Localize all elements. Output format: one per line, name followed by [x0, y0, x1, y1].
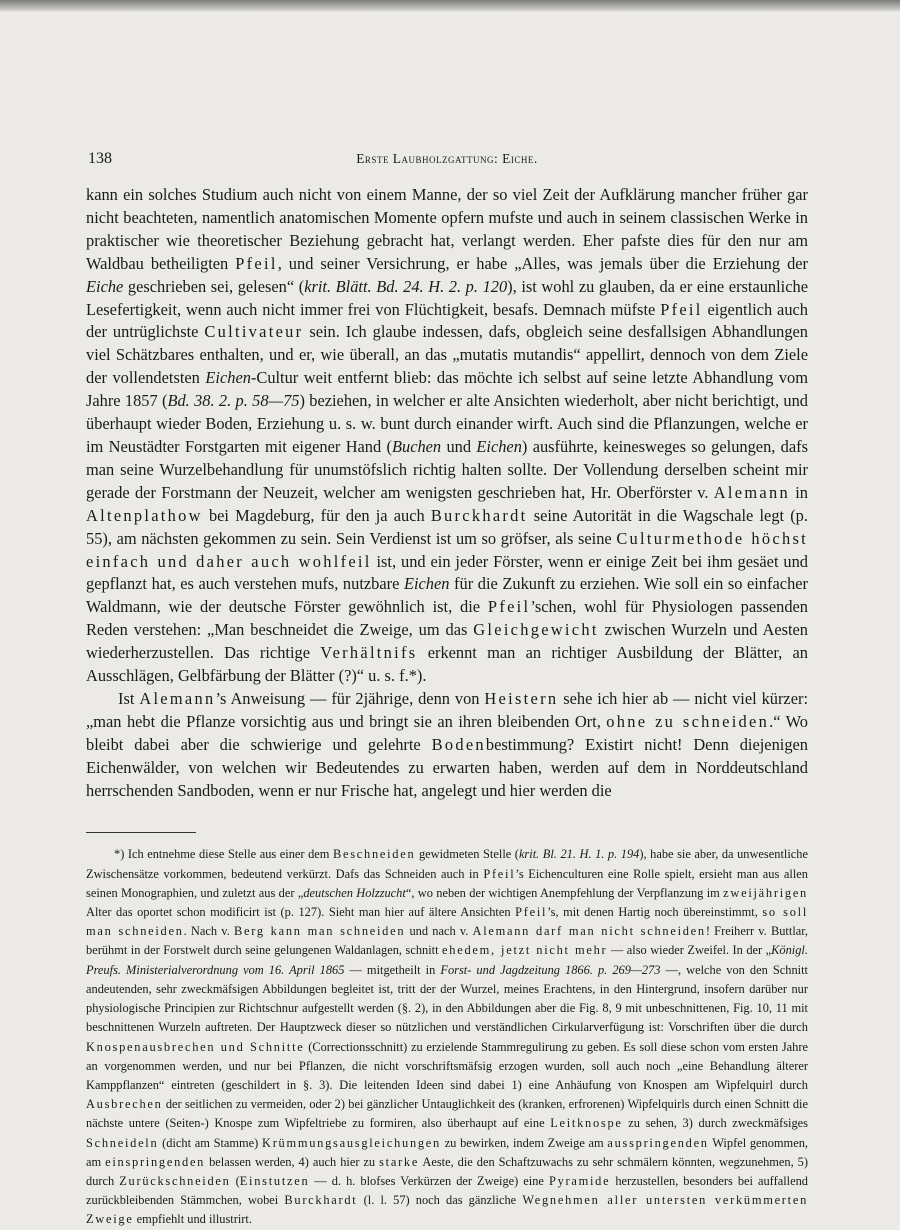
spaced-term: Knospenausbrechen und Schnitte: [86, 1039, 305, 1054]
citation: Bd. 38. 2. p. 58—75: [167, 391, 300, 411]
spaced-term: Ausbrechen: [86, 1097, 163, 1112]
spaced-term: Gleichgewicht: [473, 620, 599, 640]
spaced-term: Krümmungsausgleichungen: [262, 1135, 441, 1150]
text-run: in: [789, 482, 808, 502]
italic-term: Eiche: [86, 276, 124, 296]
spaced-name: Pfeil: [515, 905, 548, 920]
text-run: ’s, mit denen: [547, 905, 619, 920]
spaced-term: Boden: [431, 734, 486, 754]
text-run: (: [230, 1173, 240, 1188]
spaced-name: Pfeil: [483, 866, 516, 881]
text-run: der seitlichen zu vermeiden, oder 2) bei gänzlicher Untauglichkeit des (kranken, erfrorenen) Wipfelquirls durch einen Schnitt die nächste untere (Seiten-) Knospe zum Wipfeltriebe zu formiren, also überhaupt auf eine: [86, 1097, 808, 1131]
text-run: zwischen Wurzeln und Aesten wiederherzustellen. Das richtige: [86, 620, 808, 663]
spaced-term: Schneideln: [86, 1135, 159, 1150]
spaced-term: Einstutzen: [239, 1173, 310, 1188]
text-run: ), habe sie aber, da unwesentliche Zwischensätze vorkommen, bedeutend verkürzt. Dafs das Schneiden auch in: [86, 847, 808, 881]
spaced-term: einspringenden: [105, 1154, 206, 1169]
spaced-term: Wegnehmen aller untersten verkümmerten Zweige: [86, 1193, 809, 1227]
spaced-term: Leitknospe: [550, 1116, 623, 1131]
text-run: (l. l. 57) noch das gänzliche: [357, 1193, 523, 1208]
page-header: [86, 150, 808, 172]
text-run: ’s Anweisung — für 2jährige, denn von: [215, 688, 485, 708]
text-run: .“ Wo bleibt dabei aber die schwierige und gelehrte: [86, 711, 808, 754]
text-run: -Cultur weit entfernt blieb: das möchte ich selbst auf seine letzte Abhandlung vom Jahre 1857 (: [86, 368, 809, 411]
text-run: sehe ich hier ab — nicht viel kürzer: „man hebt die Pflanze vorsichtig aus und bringt sie an ihren bleibenden Ort,: [86, 688, 808, 731]
text-run: ) beziehen, in welcher er alte Ansichten wiederholt, aber nicht berichtigt, und überhaupt wieder Boden, Erziehung u. s. w. bunt durch einander wirft. Auch sind die Pflanzungen, welche er im Neustädter Forstgarten mit eigener Hand (: [86, 391, 808, 456]
text-run: Ist: [118, 688, 140, 708]
text-run: bei Magdeburg, für den ja auch: [202, 505, 431, 525]
text-run: bestimmung? Existirt nicht! Denn diejenigen Eichenwälder, von welchen wir Bedeutendes zu erwarten haben, werden auf dem in Norddeutschland herrschenden Sandboden, wenn er nur Frische hat, angelegt und hier werden die: [86, 734, 809, 800]
citation: Königl. Preufs. Ministerialverordnung vom 16. April 1865: [86, 943, 808, 977]
spaced-term: Verhältnifs: [320, 643, 418, 663]
italic-term: Eichen: [205, 368, 251, 388]
text-run: ! Freiherr v.: [705, 924, 771, 939]
citation: Forst- und Jagdzeitung 1866. p. 269—273: [440, 962, 661, 977]
text-run: empfiehlt und illustrirt.: [133, 1212, 252, 1227]
citation: krit. Blätt. Bd. 24. H. 2. p. 120: [304, 276, 508, 296]
spaced-term: ehedem, jetzt nicht mehr: [442, 943, 608, 958]
spaced-term: Heistern: [484, 688, 559, 708]
italic-term: Eichen: [476, 436, 522, 456]
spaced-name: Burckhardt: [430, 505, 528, 525]
name-run: Hartig: [618, 905, 650, 920]
name-run: Buttlar: [770, 924, 805, 939]
spaced-term: ohne zu schneiden: [606, 711, 770, 731]
text-run: und: [441, 436, 477, 456]
text-run: zu bewirken, indem Zweige am: [440, 1135, 608, 1150]
spaced-term: Berg kann man schneiden: [233, 924, 406, 939]
text-run: kann ein solches Studium auch nicht von einem Manne, der so viel Zeit der Aufklärung mancher früher gar nicht beachteten, namentlich anatomischen Momente opfern mufste und auch in seinem classischen Werke in praktischer wie theoretischer Beziehung gebracht hat, verlangt werden. Eher pafste dies für den nur am Waldbau betheiligten: [86, 185, 808, 273]
spaced-name: Alemann: [139, 688, 216, 708]
text-run: —, welche von den Schnitt andeutenden, sehr zweckmäfsigen Abbildungen begleitet ist, tritt der der Wurzel, meines Erachtens, in den Hintergrund, insofern darüber nur physiologische Principien zur Richtschnur aufgestellt werden (§. 2), in den Abbildungen aber die Fig. 8, 9 mit unbeschnittenen, Fig. 10, 11 mit beschnittenen Wurzeln auftreten. Der Hauptzweck dieser so nützlichen und verständlichen Cirkularverfügung ist: Vorschriften über die durch: [86, 962, 808, 1035]
text-run: *) Ich entnehme diese Stelle aus einer dem: [114, 847, 333, 862]
spaced-name: Altenplathow: [86, 505, 203, 525]
text-run: (dicht am Stamme): [158, 1135, 263, 1150]
spaced-term: Zurückschneiden: [119, 1173, 231, 1188]
spaced-term: Culturmethode höchst einfach und daher auch wohlfeil: [86, 528, 808, 571]
spaced-term: Pyramide: [548, 1173, 611, 1188]
spaced-name: Pfeil: [487, 597, 531, 617]
text-run: Wipfel genommen, am: [86, 1135, 808, 1169]
text-run: belassen werden, 4) auch hier zu: [205, 1154, 380, 1169]
text-run: Alter das oportet schon modificirt ist (p. 127). Sieht man hier auf ältere Ansichten: [86, 905, 516, 920]
spaced-term: starke: [379, 1154, 420, 1169]
scan-edge: [0, 0, 900, 12]
text-run: sein. Ich glaube indessen, dafs, obgleich seine desfallsigen Abhandlungen viel Schätzbares enthalten, und er, wie überall, an das „mutatis mutandis“ appellirt, dennoch von dem Ziele der vollendetsten: [86, 322, 809, 388]
italic-term: Buchen: [391, 436, 442, 456]
text-run: seine Autorität in die Wagschale legt (p. 55), am nächsten gekommen zu sein. Sein Verdienst ist um so gröfser, als seine: [86, 505, 808, 548]
spaced-name: Pfeil: [660, 299, 703, 319]
paragraph-2: [86, 688, 808, 803]
text-run: “, wo neben der wichtigen Anempfehlung der Verpflanzung im: [405, 885, 724, 900]
spaced-term: Beschneiden: [332, 847, 416, 862]
text-run: ) ausführte, keinesweges so gelungen, dafs man seine Wurzelbehandlung für unumstöfslich richtig halten sollte. Der Vollendung derselben scheint mir gerade der Forstmann der Neuzeit, welcher am wenigsten geschrieben hat, Hr. Oberförster v.: [86, 436, 808, 502]
text-run: ), ist wohl zu glauben, da er eine erstaunliche Lesefertigkeit, wenn auch nicht immer frei von Flüchtigkeit, besafs. Demnach müfste: [86, 276, 808, 319]
spaced-term: ausspringenden: [607, 1135, 709, 1150]
page-number: 138: [88, 150, 112, 167]
text-run: ist, und ein jeder Förster, wenn er einige Zeit bei ihm gesäet und gepflanzt hat, es auch verstehen mufs, nutzbare: [86, 551, 808, 594]
text-run: ’schen, wohl für Physiologen passenden Reden verstehen: „Man beschneidet die Zweige, um das: [86, 597, 808, 640]
text-run: und nach v.: [405, 924, 473, 939]
text-run: — also wieder Zweifel. In der „: [607, 943, 772, 958]
citation: krit. Bl. 21. H. 1. p. 194: [518, 847, 640, 862]
text-run: erkennt man an richtiger Ausbildung der Blätter, an Ausschlägen, Gelbfärbung der Blätter (?)“ u. s. f.*).: [86, 643, 808, 686]
running-title: Erste Laubholzgattung: Eiche.: [356, 151, 538, 166]
text-run: , und seiner Versichrung, er habe „Alles, was jemals über die Erziehung der: [277, 253, 808, 273]
spaced-term: Cultivateur: [204, 322, 304, 342]
citation: deutschen Holzzucht: [303, 885, 406, 900]
text-run: eigentlich auch der untrüglichste: [86, 299, 809, 342]
spaced-name: Burckhardt: [284, 1193, 358, 1208]
book-page: [86, 150, 808, 1230]
text-run: ’s Eichenculturen eine Rolle spielt, ersieht man aus allen seinen Monographien, und zuletzt aus der „: [86, 866, 808, 900]
spaced-name: Pfeil: [235, 253, 278, 273]
footnote-rule: [86, 832, 196, 833]
text-run: . Nach v.: [183, 924, 234, 939]
text-run: gewidmeten Stelle (: [415, 847, 519, 862]
text-run: für die Zukunft zu erziehen. Wie soll ein so einfacher Waldmann, wie der deutsche Förster gewöhnlich ist, die: [86, 574, 808, 617]
text-run: — mitgetheilt in: [344, 962, 441, 977]
italic-term: Eichen: [403, 574, 450, 594]
text-run: , berühmt in der Forstwelt durch seine gelungenen Waldanlagen, schnitt: [86, 924, 808, 958]
text-run: noch übereinstimmt,: [649, 905, 763, 920]
spaced-name: Alemann: [713, 482, 790, 502]
main-text: [86, 184, 808, 802]
text-run: herzustellen, besonders bei auffallend zurückbleibenden Stämmchen, wobei: [86, 1173, 808, 1208]
text-run: Aeste, die den Schaftzuwachs zu sehr schmälern könnten, wegzunehmen, 5) durch: [86, 1154, 808, 1188]
text-run: (Correctionsschnitt) zu erzielende Stammregulirung zu geben. Es soll diese schon vom ersten Jahre an vorgenommen werden, und nur bei Pflanzen, die nicht vorschriftsmäfsig erzogen wurden, soll auch noch „eine Behandlung älterer Kamppflanzen“ eintreten (geschildert in §. 3). Die leitenden Ideen sind dabei 1) eine Anhäufung von Knospen am Wipfelquirl durch: [86, 1039, 808, 1092]
footnote: [86, 845, 808, 1229]
spaced-term: zweijährigen: [723, 885, 808, 900]
spaced-term: so soll man schneiden: [86, 905, 808, 939]
text-run: — d. h. blofses Verkürzen der Zweige) eine: [309, 1173, 549, 1188]
paragraph-1: [86, 184, 808, 688]
text-run: geschrieben sei, gelesen“ (: [123, 276, 305, 296]
spaced-term: Alemann darf man nicht schneiden: [472, 924, 706, 939]
text-run: zu sehen, 3) durch zweckmäfsiges: [622, 1116, 808, 1131]
